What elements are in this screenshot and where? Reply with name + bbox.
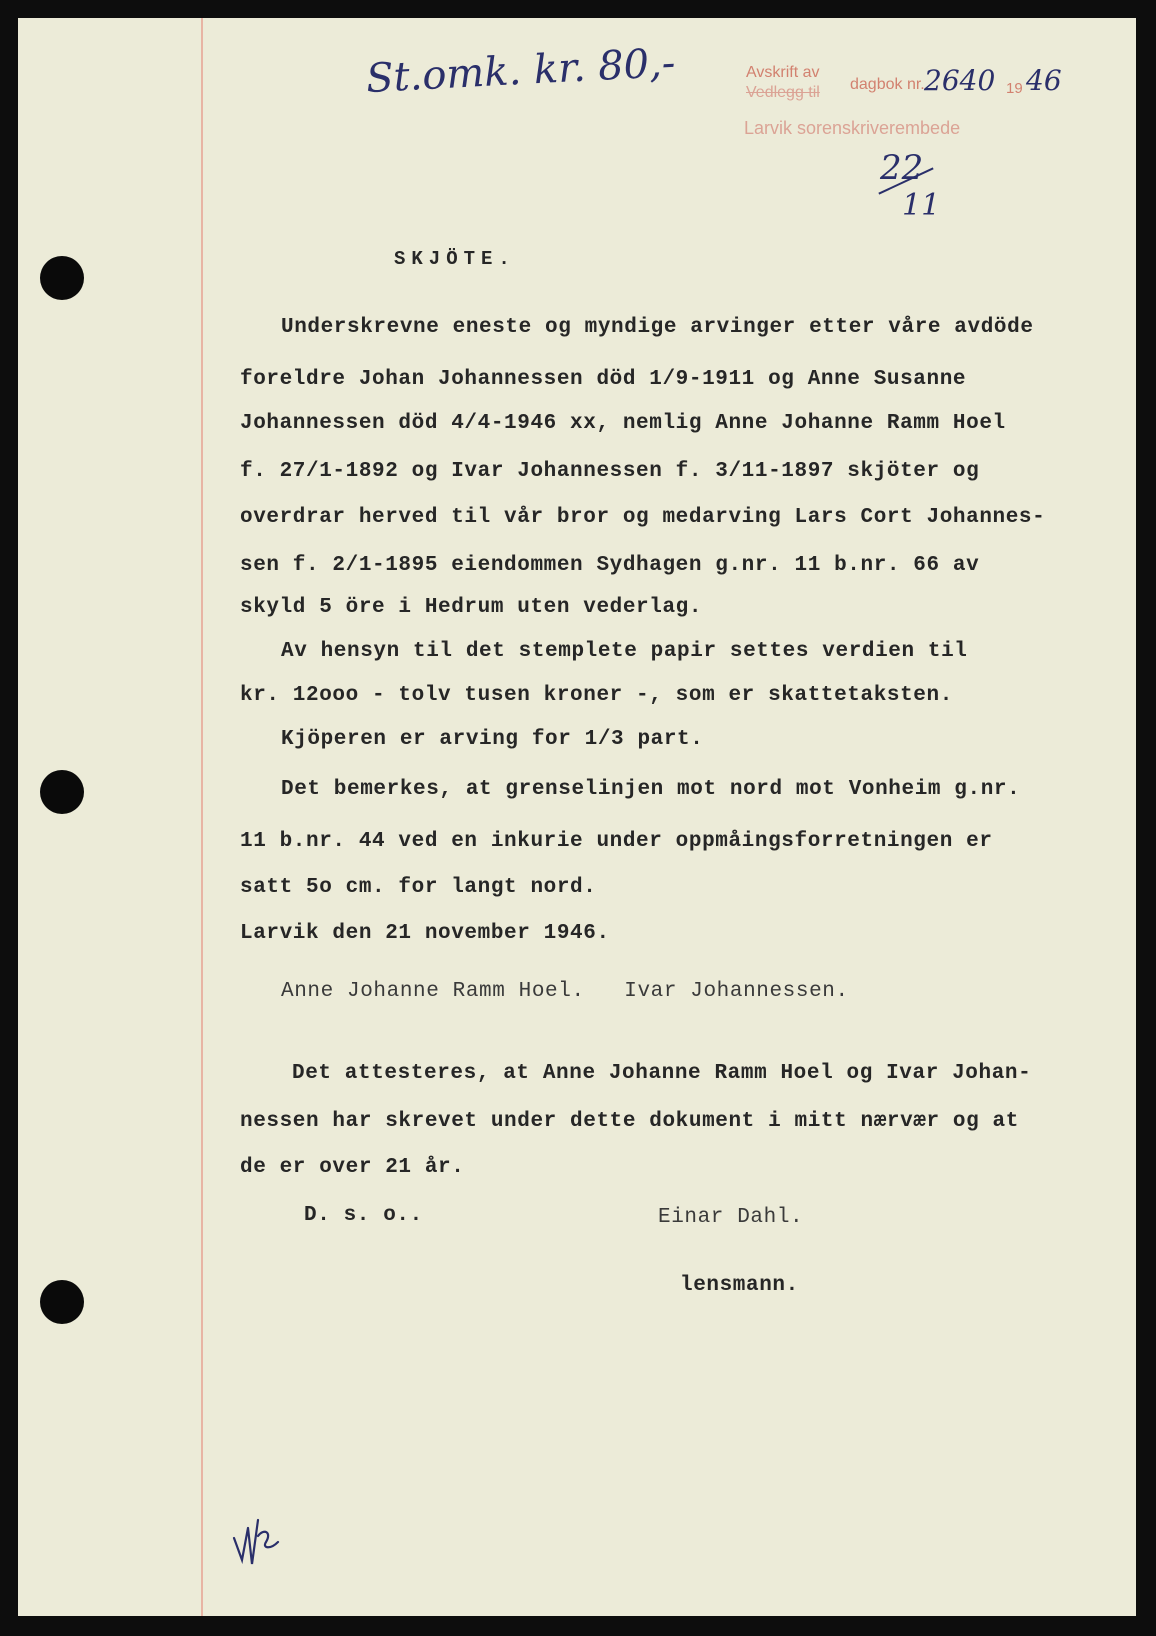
body-line: kr. 12ooo - tolv tusen kroner -, som er skattetaksten. — [240, 684, 953, 707]
body-line: Av hensyn til det stemplete papir settes verdien til — [281, 640, 968, 663]
officer-name: Einar Dahl. — [658, 1206, 804, 1229]
officer-title: lensmann. — [680, 1274, 799, 1297]
initials-mark — [228, 1498, 288, 1568]
date-note-day: 22 — [880, 148, 924, 188]
punch-hole — [40, 1280, 84, 1324]
stamp-number: 2640 — [924, 64, 996, 97]
punch-hole — [40, 770, 84, 814]
stamp-year-printed: 19 — [1006, 80, 1023, 97]
document-title: SKJÖTE. — [394, 248, 516, 270]
stamp-text: Avskrift av — [746, 64, 820, 81]
stamp-year-handwritten: 46 — [1026, 64, 1062, 97]
punch-hole — [40, 256, 84, 300]
document-page — [18, 18, 1136, 1616]
body-line: skyld 5 öre i Hedrum uten vederlag. — [240, 596, 703, 619]
stamp-text: Vedlegg til — [746, 84, 820, 101]
body-line: Det bemerkes, at grenselinjen mot nord mot Vonheim g.nr. — [281, 778, 1021, 801]
stamp-text: dagbok nr. — [850, 76, 925, 93]
attest-line: de er over 21 år. — [240, 1156, 465, 1179]
date-line: Larvik den 21 november 1946. — [240, 922, 610, 945]
body-line: sen f. 2/1-1895 eiendommen Sydhagen g.nr. 11 b.nr. 66 av — [240, 554, 980, 577]
attest-line: Det attesteres, at Anne Johanne Ramm Hoel og Ivar Johan- — [292, 1062, 1032, 1085]
body-line: Johannessen död 4/4-1946 xx, nemlig Anne Johanne Ramm Hoel — [240, 412, 1006, 435]
body-line: satt 5o cm. for langt nord. — [240, 876, 597, 899]
body-line: f. 27/1-1892 og Ivar Johannessen f. 3/11-1897 skjöter og — [240, 460, 980, 483]
dso-note: D. s. o.. — [304, 1204, 423, 1227]
fee-note: St.omk. kr. 80,- — [365, 39, 677, 103]
signature-line: Anne Johanne Ramm Hoel. Ivar Johannessen. — [281, 980, 849, 1003]
body-line: foreldre Johan Johannessen död 1/9-1911 og Anne Susanne — [240, 368, 967, 391]
stamp-office: Larvik sorenskriverembede — [744, 118, 961, 138]
body-line: Kjöperen er arving for 1/3 part. — [281, 728, 704, 751]
date-note-month: 11 — [902, 188, 941, 223]
attest-line: nessen har skrevet under dette dokument i mitt nærvær og at — [240, 1110, 1019, 1133]
margin-line — [201, 18, 203, 1616]
body-line: overdrar herved til vår bror og medarving Lars Cort Johannes- — [240, 506, 1046, 529]
body-line: Underskrevne eneste og myndige arvinger etter våre avdöde — [281, 316, 1034, 339]
body-line: 11 b.nr. 44 ved en inkurie under oppmåingsforretningen er — [240, 830, 993, 853]
